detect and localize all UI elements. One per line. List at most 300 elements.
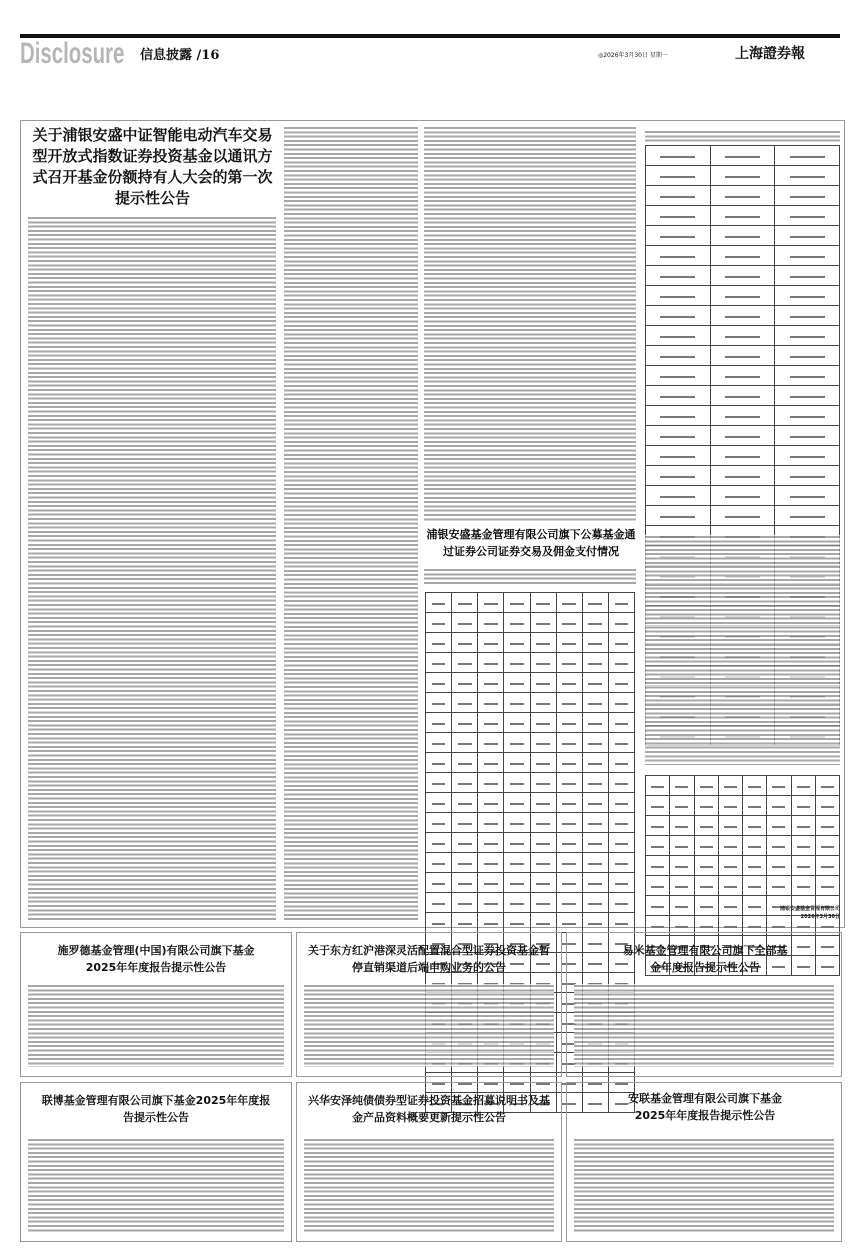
table-cell [504,713,530,733]
table-row [426,813,635,833]
table-cell [718,876,742,896]
table-cell [646,486,711,506]
article-title: 关于东方红沪港深灵活配置混合型证券投资基金暂停直销渠道后端申购业务的公告 [308,944,550,974]
table-row [426,733,635,753]
article-body [28,1138,284,1232]
article-body [424,126,636,522]
table-cell [582,873,608,893]
table-cell [582,733,608,753]
table-cell [452,593,478,613]
table-cell [775,226,840,246]
table-cell [530,593,556,613]
table-cell [646,226,711,246]
table-row [646,466,840,486]
table-cell [556,773,582,793]
table-cell [670,776,694,796]
table-cell [608,613,634,633]
table-cell [775,326,840,346]
table-cell [530,793,556,813]
signature-date: 2026年3月30日 [800,914,840,920]
table-cell [478,613,504,633]
table-cell [582,673,608,693]
table-cell [710,286,775,306]
table-cell [791,816,815,836]
table-cell [710,266,775,286]
table-cell [530,633,556,653]
table-cell [530,893,556,913]
table-cell [646,266,711,286]
table-cell [767,836,791,856]
table-cell [504,753,530,773]
article-title: 安联基金管理有限公司旗下基金2025年年度报告提示性公告 [628,1092,782,1122]
table-cell [426,613,452,633]
table-cell [608,633,634,653]
table-row [646,876,840,896]
table-cell [530,833,556,853]
table-cell [452,633,478,653]
table-cell [710,346,775,366]
table-cell [452,773,478,793]
table-row [426,893,635,913]
table-row [646,856,840,876]
table-cell [530,693,556,713]
table-cell [556,673,582,693]
table-cell [504,653,530,673]
table-cell [743,776,767,796]
table-cell [452,873,478,893]
table-cell [452,753,478,773]
table-cell [530,673,556,693]
table-row [426,873,635,893]
table-row [646,506,840,526]
table-cell [646,186,711,206]
table-cell [815,836,839,856]
table-cell [710,306,775,326]
table-row [646,486,840,506]
table-cell [478,753,504,773]
table-cell [530,813,556,833]
table-cell [426,793,452,813]
table-cell [791,856,815,876]
table-row [426,653,635,673]
table-cell [646,386,711,406]
table-cell [504,633,530,653]
table-cell [608,713,634,733]
table-cell [670,816,694,836]
table-row [646,186,840,206]
table-row [646,226,840,246]
table-cell [670,796,694,816]
table-cell [608,653,634,673]
table-cell [775,346,840,366]
article-title: 浦银安盛基金管理有限公司旗下公募基金通过证券公司证券交易及佣金支付情况 [426,528,636,558]
table-cell [710,406,775,426]
table-cell [478,653,504,673]
article-body [284,126,418,920]
table-cell [582,813,608,833]
table-cell [646,366,711,386]
table-cell [582,613,608,633]
table-cell [608,913,634,933]
table-cell [646,206,711,226]
table-cell [452,693,478,713]
table-cell [582,793,608,813]
table-cell [718,836,742,856]
table-cell [815,816,839,836]
table-cell [452,713,478,733]
table-cell [694,776,718,796]
table-cell [646,286,711,306]
table-cell [478,853,504,873]
table-cell [452,893,478,913]
table-cell [478,593,504,613]
table-row [426,913,635,933]
table-cell [556,613,582,633]
table-row [426,593,635,613]
table-cell [743,816,767,836]
table-row [646,406,840,426]
table-cell [694,816,718,836]
table-cell [426,833,452,853]
table-row [426,753,635,773]
table-cell [478,833,504,853]
table-cell [710,426,775,446]
table-cell [504,773,530,793]
table-cell [556,653,582,673]
table-cell [767,876,791,896]
table-cell [608,873,634,893]
table-cell [426,713,452,733]
table-row [646,246,840,266]
table-cell [530,853,556,873]
table-cell [710,226,775,246]
table-row [426,713,635,733]
article-body [574,984,834,1067]
table-row [426,633,635,653]
table-row [426,853,635,873]
table-cell [710,326,775,346]
table-cell [646,816,670,836]
table-row [426,613,635,633]
table-cell [608,813,634,833]
table-row [646,796,840,816]
table-cell [530,613,556,633]
table-cell [646,166,711,186]
table-cell [504,893,530,913]
table-cell [478,713,504,733]
table-cell [452,913,478,933]
table-cell [556,893,582,913]
table-cell [646,876,670,896]
table-cell [582,633,608,653]
table-row [646,346,840,366]
newspaper-name: 上海證券報 [735,46,805,62]
table-cell [710,186,775,206]
article-body [645,535,840,765]
table-cell [646,896,670,916]
article-body [28,216,276,920]
table-cell [767,856,791,876]
article-title: 兴华安泽纯债债券型证券投资基金招募说明书及基金产品资料概要更新提示性公告 [308,1094,550,1124]
table-cell [767,776,791,796]
table-row [646,286,840,306]
table-cell [426,693,452,713]
table-cell [452,833,478,853]
table-cell [670,876,694,896]
table-cell [582,893,608,913]
article-body [304,1138,554,1232]
table-cell [530,733,556,753]
table-row [646,166,840,186]
table-row [426,793,635,813]
signature: 浦银安盛基金管理有限公司 [779,906,840,912]
table-cell [504,613,530,633]
table-cell [478,913,504,933]
table-cell [426,653,452,673]
table-cell [504,873,530,893]
table-cell [815,776,839,796]
table-cell [530,713,556,733]
table-cell [646,446,711,466]
table-cell [670,856,694,876]
table-cell [775,246,840,266]
table-cell [775,466,840,486]
table-cell [710,486,775,506]
table-cell [743,876,767,896]
table-cell [646,246,711,266]
table-cell [478,873,504,893]
table-cell [608,733,634,753]
table-cell [767,816,791,836]
table-cell [452,733,478,753]
table-cell [452,813,478,833]
table-cell [452,793,478,813]
table-cell [556,753,582,773]
table-row [646,266,840,286]
table-cell [504,813,530,833]
table-cell [775,366,840,386]
table-cell [478,893,504,913]
table-cell [791,876,815,896]
table-cell [791,776,815,796]
table-cell [582,853,608,873]
table-cell [452,653,478,673]
table-cell [504,733,530,753]
table-cell [710,506,775,526]
table-cell [775,186,840,206]
table-cell [452,673,478,693]
table-row [646,306,840,326]
table-cell [556,853,582,873]
table-cell [556,833,582,853]
table-cell [775,266,840,286]
table-cell [504,833,530,853]
table-cell [530,873,556,893]
article-body [304,984,554,1067]
table-cell [426,853,452,873]
table-cell [646,426,711,446]
table-cell [694,836,718,856]
table-cell [582,913,608,933]
table-cell [582,693,608,713]
table-caption [645,130,840,142]
table-cell [775,386,840,406]
table-cell [646,466,711,486]
table-cell [743,856,767,876]
table-cell [426,893,452,913]
table-cell [504,593,530,613]
table-cell [478,773,504,793]
table-cell [608,853,634,873]
table-cell [582,833,608,853]
table-row [646,206,840,226]
table-cell [767,796,791,816]
table-row [646,836,840,856]
article-body [28,984,284,1067]
table-cell [710,146,775,166]
table-cell [608,673,634,693]
table-cell [556,593,582,613]
table-row [426,773,635,793]
table-cell [646,796,670,816]
table-row [646,816,840,836]
table-cell [504,673,530,693]
section-title: 信息披露 /16 [140,48,220,63]
table-row [426,833,635,853]
table-cell [646,776,670,796]
table-cell [775,146,840,166]
table-cell [608,773,634,793]
table-cell [608,793,634,813]
table-cell [504,693,530,713]
table-cell [710,386,775,406]
table-cell [608,753,634,773]
table-row [426,673,635,693]
table-cell [582,593,608,613]
table-cell [670,836,694,856]
table-cell [775,406,840,426]
table-cell [646,856,670,876]
table-cell [775,426,840,446]
table-cell [710,246,775,266]
table-cell [608,593,634,613]
table-cell [646,506,711,526]
table-cell [646,406,711,426]
table-row [646,366,840,386]
table-row [646,326,840,346]
table-cell [504,793,530,813]
table-cell [646,836,670,856]
table-cell [646,326,711,346]
table-cell [556,693,582,713]
table-cell [452,613,478,633]
table-cell [775,166,840,186]
table-cell [426,873,452,893]
article-title: 联博基金管理有限公司旗下基金2025年年度报告提示性公告 [41,1094,271,1124]
table-row [646,386,840,406]
table-cell [775,486,840,506]
table-cell [452,853,478,873]
header-rule [20,34,840,38]
table-cell [530,753,556,773]
table-cell [478,793,504,813]
table-cell [646,346,711,366]
table-cell [710,446,775,466]
table-cell [710,166,775,186]
table-row [426,693,635,713]
table-cell [478,733,504,753]
table-cell [694,876,718,896]
table-cell [530,913,556,933]
table-cell [694,856,718,876]
table-cell [775,446,840,466]
table-cell [426,913,452,933]
table-cell [426,673,452,693]
table-cell [710,466,775,486]
issue-date: ◎2026年3月30日 星期一 [598,52,668,59]
table-cell [815,796,839,816]
table-cell [556,913,582,933]
table-cell [426,813,452,833]
table-cell [530,653,556,673]
table-cell [478,813,504,833]
table-cell [478,633,504,653]
table-cell [478,673,504,693]
table-cell [556,813,582,833]
table-cell [426,633,452,653]
table-cell [815,856,839,876]
table-cell [743,796,767,816]
table-cell [791,796,815,816]
article-title: 关于浦银安盛中证智能电动汽车交易型开放式指数证券投资基金以通讯方式召开基金份额持有人大会的第一次提示性公告 [32,126,273,207]
table-cell [556,713,582,733]
table-cell [775,206,840,226]
table-cell [775,306,840,326]
article-title: 施罗德基金管理(中国)有限公司旗下基金2025年年度报告提示性公告 [57,944,255,974]
article-body [574,1138,834,1232]
table-row [646,446,840,466]
table-cell [426,733,452,753]
table-cell [743,836,767,856]
table-cell [718,856,742,876]
table-cell [718,776,742,796]
table-cell [582,773,608,793]
table-cell [426,593,452,613]
table-cell [530,773,556,793]
table-cell [504,913,530,933]
table-cell [718,816,742,836]
article-body [424,568,636,586]
table-cell [608,833,634,853]
table-cell [815,876,839,896]
table-cell [556,793,582,813]
table-cell [582,713,608,733]
table-cell [556,873,582,893]
table-row [646,426,840,446]
table-cell [718,796,742,816]
table-cell [556,733,582,753]
masthead: Disclosure [20,38,125,64]
table-cell [582,753,608,773]
table-cell [710,366,775,386]
table-cell [504,853,530,873]
table-cell [646,306,711,326]
table-cell [775,506,840,526]
table-cell [775,286,840,306]
table-cell [710,206,775,226]
table-cell [556,633,582,653]
table-cell [608,693,634,713]
